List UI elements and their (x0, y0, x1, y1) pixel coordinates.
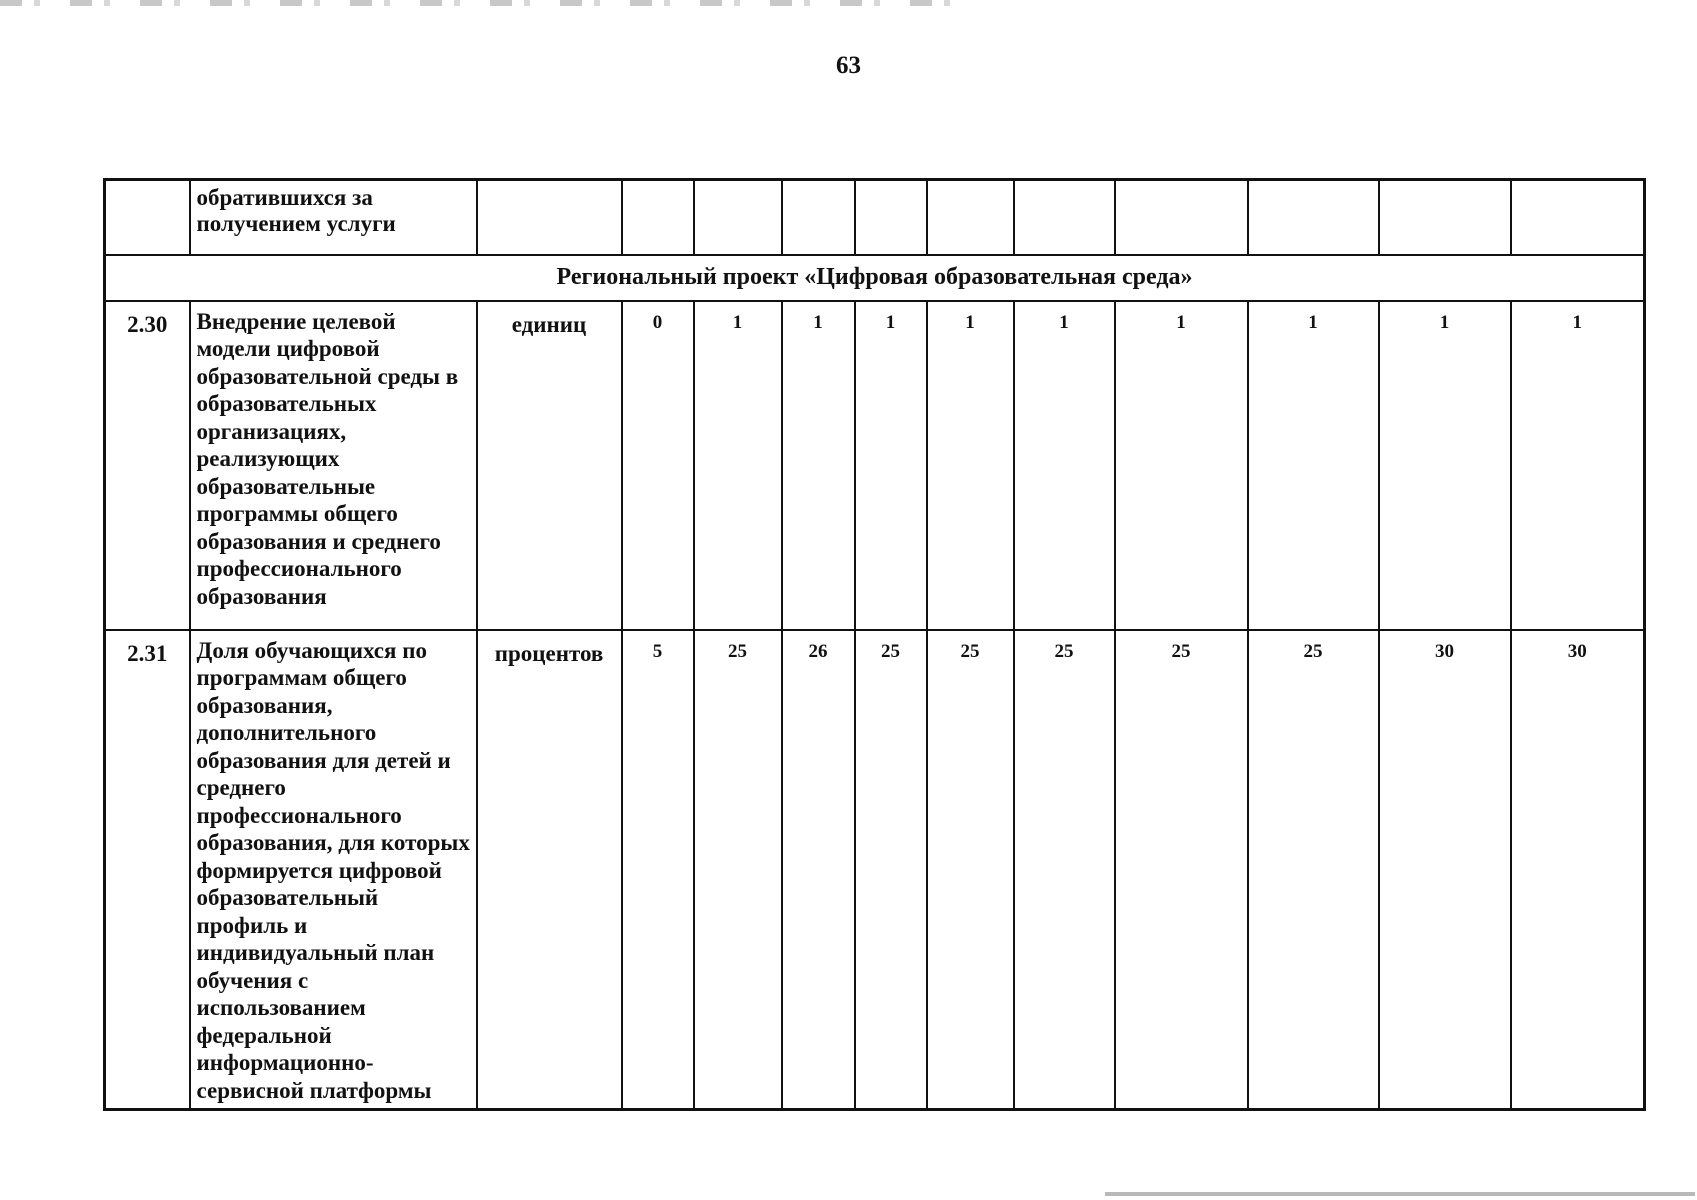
value-cell: 25 (694, 630, 782, 1110)
row-number: 2.30 (105, 301, 190, 630)
value-cell: 26 (782, 630, 855, 1110)
table-row (105, 301, 1645, 630)
value-cell: 1 (1014, 301, 1115, 630)
value-cell: 1 (694, 301, 782, 630)
value-cell: 1 (782, 301, 855, 630)
value-cell: 1 (1248, 301, 1379, 630)
row-description: Внедрение целевой модели цифровой образовательной среды в образовательных организациях, реализующих образовательные программы общего образования и среднего профессионального образования (190, 301, 477, 630)
value-cell: 1 (855, 301, 927, 630)
value-cell (1511, 180, 1645, 255)
value-cell (855, 180, 927, 255)
value-cell: 25 (1248, 630, 1379, 1110)
value-cell: 25 (1115, 630, 1248, 1110)
value-cell (1379, 180, 1511, 255)
value-cell: 30 (1379, 630, 1511, 1110)
value-cell: 25 (1014, 630, 1115, 1110)
indicators-table (103, 178, 1646, 1111)
section-header-row (105, 255, 1645, 301)
continuation-line-1: обратившихся за (196, 185, 373, 210)
row-unit: процентов (477, 630, 622, 1110)
number-cell (105, 180, 190, 255)
value-cell: 1 (1379, 301, 1511, 630)
description-cell (190, 180, 477, 255)
row-unit: единиц (477, 301, 622, 630)
value-cell: 1 (1115, 301, 1248, 630)
unit-cell (477, 180, 622, 255)
table-row-continuation (105, 180, 1645, 255)
row-number: 2.31 (105, 630, 190, 1110)
value-cell: 5 (622, 630, 694, 1110)
value-cell (694, 180, 782, 255)
value-cell: 0 (622, 301, 694, 630)
value-cell (622, 180, 694, 255)
value-cell: 30 (1511, 630, 1645, 1110)
value-cell: 25 (855, 630, 927, 1110)
value-cell (1115, 180, 1248, 255)
value-cell: 1 (927, 301, 1014, 630)
page-number: 63 (836, 52, 861, 79)
value-cell (782, 180, 855, 255)
value-cell (927, 180, 1014, 255)
value-cell: 25 (927, 630, 1014, 1110)
section-title: Региональный проект «Цифровая образовательная среда» (105, 255, 1645, 301)
table-row (105, 630, 1645, 1110)
continuation-line-2: получением услуги (196, 211, 396, 236)
value-cell (1014, 180, 1115, 255)
scan-artifact-top (0, 0, 960, 6)
value-cell: 1 (1511, 301, 1645, 630)
scan-artifact-bottom (1105, 1192, 1695, 1196)
value-cell (1248, 180, 1379, 255)
row-description: Доля обучающихся по программам общего образования, дополнительного образования для детей и среднего профессионального образования, для которых формируется цифровой образовательный профиль и индивидуальный план обучения с использованием федеральной информационно-сервисной платформы (190, 630, 477, 1110)
